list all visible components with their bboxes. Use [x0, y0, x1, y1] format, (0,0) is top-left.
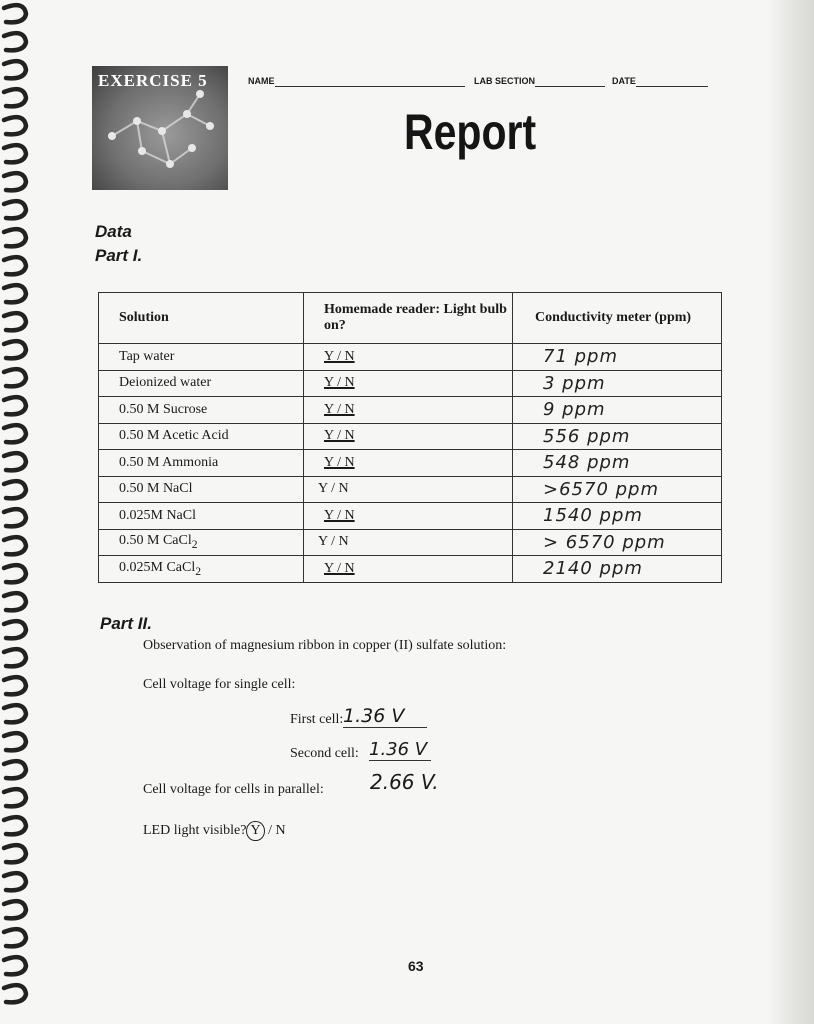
spiral-coil: [4, 845, 26, 862]
light-bulb-cell[interactable]: Y / N: [304, 556, 513, 583]
spiral-coil: [4, 397, 26, 414]
conductivity-cell[interactable]: 2140 ppm: [513, 556, 722, 583]
table-header-row: [99, 293, 722, 344]
conductivity-cell[interactable]: >6570 ppm: [513, 476, 722, 503]
spiral-coil: [4, 313, 26, 330]
name-label: NAME: [248, 76, 275, 86]
light-bulb-cell[interactable]: Y / N: [304, 450, 513, 477]
part2-heading: Part II.: [100, 614, 152, 633]
spiral-coil: [4, 285, 26, 302]
spiral-coil: [4, 593, 26, 610]
spiral-coil: [4, 257, 26, 274]
conductivity-cell[interactable]: 548 ppm: [513, 450, 722, 477]
spiral-coil: [4, 929, 26, 946]
spiral-coil: [4, 985, 26, 1002]
date-line[interactable]: [636, 86, 708, 87]
spiral-coil: [4, 89, 26, 106]
data-heading: Data: [95, 222, 132, 241]
table-row: [99, 344, 722, 371]
table-row: [99, 556, 722, 583]
light-bulb-cell[interactable]: Y / N: [304, 503, 513, 530]
spiral-coil: [4, 537, 26, 554]
spiral-coil: [4, 5, 26, 22]
page-title: Report: [404, 104, 537, 160]
light-bulb-cell[interactable]: Y / N: [304, 476, 513, 503]
spiral-coil: [4, 453, 26, 470]
solution-cell: 0.50 M NaCl: [99, 476, 304, 503]
header-solution: Solution: [99, 293, 304, 344]
solution-cell: 0.50 M CaCl$_2$: [99, 529, 304, 556]
parallel-prompt: Cell voltage for cells in parallel:: [143, 782, 324, 797]
conductivity-cell[interactable]: 556 ppm: [513, 423, 722, 450]
conductivity-cell[interactable]: 9 ppm: [513, 397, 722, 424]
table-row: [99, 476, 722, 503]
conductivity-cell[interactable]: > 6570 ppm: [513, 529, 722, 556]
solution-cell: Deionized water: [99, 370, 304, 397]
light-bulb-cell[interactable]: Y / N: [304, 397, 513, 424]
parallel-value: 2.66 V.: [370, 770, 439, 794]
spiral-coil: [4, 145, 26, 162]
first-cell-value[interactable]: 1.36 V: [343, 705, 427, 728]
conductivity-cell[interactable]: 3 ppm: [513, 370, 722, 397]
table-row: [99, 370, 722, 397]
spiral-coil: [4, 33, 26, 50]
date-label: DATE: [612, 76, 636, 86]
exercise-label: EXERCISE 5: [98, 71, 208, 90]
spiral-coil: [4, 957, 26, 974]
spiral-coil: [4, 761, 26, 778]
page-number: 63: [408, 958, 424, 974]
spiral-coil: [4, 901, 26, 918]
spiral-coil: [4, 789, 26, 806]
spiral-coil: [4, 117, 26, 134]
spiral-coil: [4, 341, 26, 358]
light-bulb-cell[interactable]: Y / N: [304, 370, 513, 397]
conductivity-cell[interactable]: 1540 ppm: [513, 503, 722, 530]
spiral-coil: [4, 201, 26, 218]
conductivity-table: [98, 292, 722, 583]
solution-cell: 0.50 M Acetic Acid: [99, 423, 304, 450]
second-cell-label: Second cell:: [290, 746, 359, 761]
spiral-coil: [4, 621, 26, 638]
second-cell-value[interactable]: 1.36 V: [369, 739, 431, 761]
spiral-coil: [4, 509, 26, 526]
table-row: [99, 423, 722, 450]
header-light-bulb: Homemade reader: Light bulb on?: [304, 293, 513, 344]
observation-prompt: Observation of magnesium ribbon in copper (II) sulfate solution:: [143, 638, 507, 653]
table-row: [99, 450, 722, 477]
page-edge-shadow: [768, 0, 814, 1024]
light-bulb-cell[interactable]: Y / N: [304, 344, 513, 371]
solution-cell: 0.50 M Ammonia: [99, 450, 304, 477]
subscript-2: 2: [195, 564, 202, 578]
lab-section-line[interactable]: [535, 86, 605, 87]
spiral-coil: [4, 565, 26, 582]
spiral-coil: [4, 677, 26, 694]
spiral-coil: [4, 481, 26, 498]
name-line[interactable]: [275, 86, 465, 87]
table-row: [99, 503, 722, 530]
spiral-coil: [4, 733, 26, 750]
led-label: LED light visible?: [143, 823, 247, 838]
solution-cell: 0.025M CaCl$_2$: [99, 556, 304, 583]
spiral-coil: [4, 873, 26, 890]
spiral-coil: [4, 705, 26, 722]
exercise-badge: [92, 66, 228, 190]
first-cell-label: First cell:: [290, 712, 344, 727]
spiral-coil: [4, 649, 26, 666]
subscript-2: 2: [191, 538, 198, 552]
solution-cell: Tap water: [99, 344, 304, 371]
spiral-coil: [4, 425, 26, 442]
spiral-coil: [4, 369, 26, 386]
conductivity-cell[interactable]: 71 ppm: [513, 344, 722, 371]
spiral-binding: [0, 0, 40, 1024]
led-prompt: LED light visible? Y / N: [143, 821, 286, 841]
header-conductivity: Conductivity meter (ppm): [513, 293, 722, 344]
light-bulb-cell[interactable]: Y / N: [304, 423, 513, 450]
single-cell-prompt: Cell voltage for single cell:: [143, 677, 296, 692]
part1-heading: Part I.: [95, 246, 143, 265]
lab-section-label: LAB SECTION: [474, 76, 536, 86]
led-no-option[interactable]: N: [275, 823, 286, 838]
light-bulb-cell[interactable]: Y / N: [304, 529, 513, 556]
spiral-coil: [4, 817, 26, 834]
led-yes-option[interactable]: Y: [246, 821, 264, 841]
solution-cell: 0.50 M Sucrose: [99, 397, 304, 424]
solution-cell: 0.025M NaCl: [99, 503, 304, 530]
spiral-coil: [4, 173, 26, 190]
spiral-coil: [4, 229, 26, 246]
table-row: [99, 529, 722, 556]
spiral-coil: [4, 61, 26, 78]
table-row: [99, 397, 722, 424]
